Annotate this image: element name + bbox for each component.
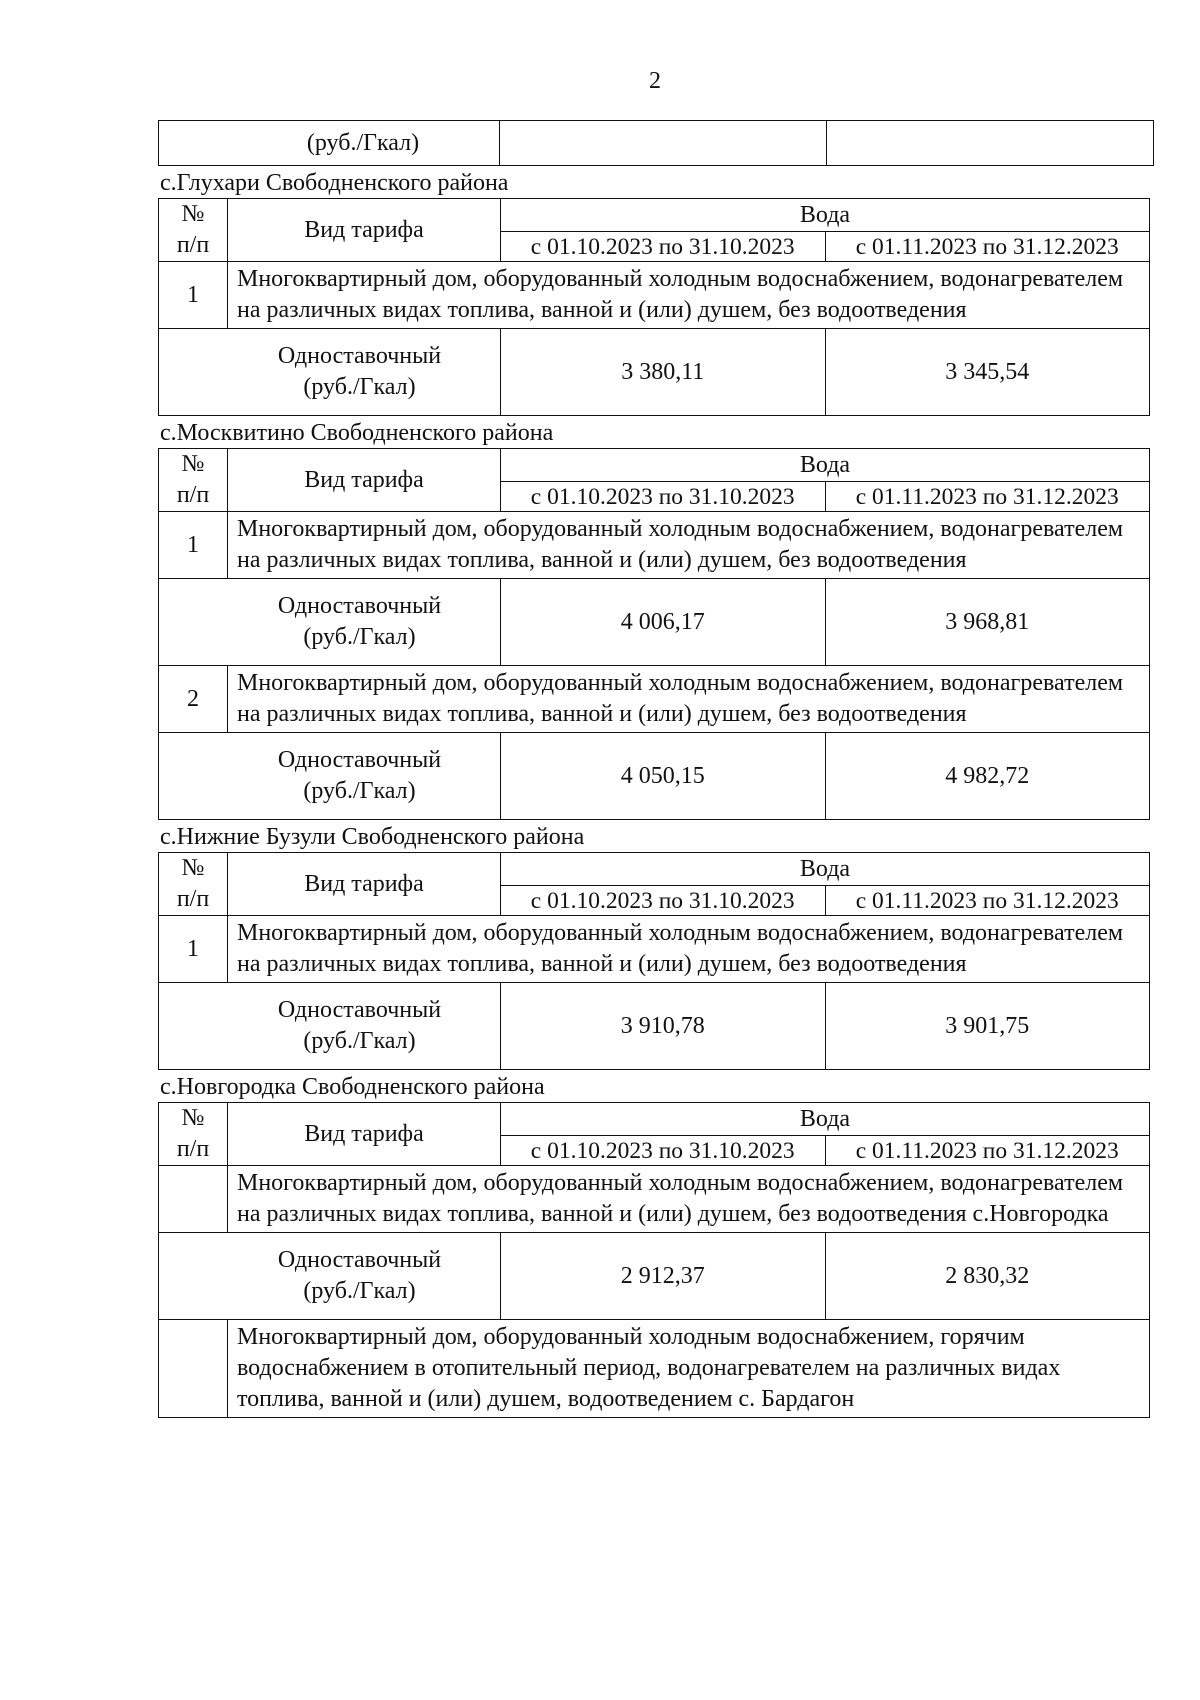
num-label-sub: п/п (176, 1136, 210, 1162)
description-row (159, 262, 1150, 329)
empty-cell (500, 121, 827, 166)
period-2-header: с 01.11.2023 по 31.12.2023 (825, 886, 1150, 916)
item-description: Многоквартирный дом, оборудованный холодным водоснабжением, горячим водоснабжением в отопительный период, водонагревателем на различных видах топлива, ванной и (или) душем, водоотведением с. Бардагон (228, 1320, 1150, 1418)
rate-row (159, 579, 1150, 666)
item-description: Многоквартирный дом, оборудованный холодным водоснабжением, водонагревателем на различных видах топлива, ванной и (или) душем, без водоотведения (228, 512, 1150, 579)
value-period-1: 2 912,37 (501, 1233, 826, 1320)
num-label: № (181, 855, 205, 881)
item-number: 1 (159, 512, 228, 579)
period-1-header: с 01.10.2023 по 31.10.2023 (501, 1136, 826, 1166)
rate-row (159, 329, 1150, 416)
item-description: Многоквартирный дом, оборудованный холодным водоснабжением, водонагревателем на различных видах топлива, ванной и (или) душем, без водоотведения (228, 666, 1150, 733)
rate-type-cell (159, 579, 501, 666)
rate-row (159, 983, 1150, 1070)
rate-unit: (руб./Гкал) (303, 778, 416, 804)
description-row (159, 512, 1150, 579)
tariff-table (158, 448, 1150, 820)
num-header (159, 199, 228, 262)
rate-type-cell (159, 1233, 501, 1320)
period-2-header: с 01.11.2023 по 31.12.2023 (825, 1136, 1150, 1166)
section-title: с.Глухари Свободненского района (160, 170, 509, 196)
value-period-1: 4 050,15 (501, 733, 826, 820)
num-label: № (181, 451, 205, 477)
section-title: с.Новгородка Свободненского района (160, 1074, 545, 1100)
value-period-1: 4 006,17 (501, 579, 826, 666)
item-number (159, 1166, 228, 1233)
value-period-2: 3 345,54 (825, 329, 1150, 416)
period-2-header: с 01.11.2023 по 31.12.2023 (825, 482, 1150, 512)
num-header (159, 853, 228, 916)
period-1-header: с 01.10.2023 по 31.10.2023 (501, 886, 826, 916)
item-number (159, 1320, 228, 1418)
num-label: № (181, 201, 205, 227)
num-label-sub: п/п (176, 886, 210, 912)
value-period-2: 2 830,32 (825, 1233, 1150, 1320)
rate-unit: (руб./Гкал) (303, 1278, 416, 1304)
description-row (159, 666, 1150, 733)
water-header: Вода (501, 199, 1150, 232)
num-label-sub: п/п (176, 232, 210, 258)
rate-label: Одноставочный (277, 593, 442, 619)
rate-label: Одноставочный (277, 997, 442, 1023)
value-period-1: 3 910,78 (501, 983, 826, 1070)
tariff-table (158, 852, 1150, 1070)
rate-type-cell (159, 329, 501, 416)
type-header: Вид тарифа (228, 199, 501, 262)
num-header (159, 449, 228, 512)
header-row (159, 449, 1150, 482)
water-header: Вода (501, 1103, 1150, 1136)
item-number: 2 (159, 666, 228, 733)
tariff-table (158, 198, 1150, 416)
num-label-sub: п/п (176, 482, 210, 508)
rate-row (159, 1233, 1150, 1320)
value-period-2: 4 982,72 (825, 733, 1150, 820)
empty-cell (827, 121, 1154, 166)
value-period-1: 3 380,11 (501, 329, 826, 416)
water-header: Вода (501, 449, 1150, 482)
item-number: 1 (159, 262, 228, 329)
tariff-table (158, 1102, 1150, 1418)
period-1-header: с 01.10.2023 по 31.10.2023 (501, 232, 826, 262)
page-number: 2 (649, 68, 661, 94)
rate-type-cell (159, 733, 501, 820)
num-header (159, 1103, 228, 1166)
rate-label: Одноставочный (277, 1247, 442, 1273)
item-description: Многоквартирный дом, оборудованный холодным водоснабжением, водонагревателем на различных видах топлива, ванной и (или) душем, без водоотведения с.Новгородка (228, 1166, 1150, 1233)
section-title: с.Москвитино Свободненского района (160, 420, 554, 446)
value-period-2: 3 968,81 (825, 579, 1150, 666)
continuation-row (159, 121, 1154, 166)
period-1-header: с 01.10.2023 по 31.10.2023 (501, 482, 826, 512)
empty-cell (159, 121, 228, 166)
rate-unit: (руб./Гкал) (303, 624, 416, 650)
rate-label: Одноставочный (277, 343, 442, 369)
unit-label: (руб./Гкал) (306, 129, 420, 156)
rate-unit: (руб./Гкал) (303, 1028, 416, 1054)
water-header: Вода (501, 853, 1150, 886)
description-row (159, 916, 1150, 983)
type-header: Вид тарифа (228, 853, 501, 916)
rate-label: Одноставочный (277, 747, 442, 773)
item-number: 1 (159, 916, 228, 983)
sections-container (158, 168, 1150, 1418)
unit-cell (227, 121, 500, 166)
continuation-table (158, 120, 1154, 166)
document-body (158, 120, 1150, 1418)
section-title: с.Нижние Бузули Свободненского района (160, 824, 585, 850)
item-description: Многоквартирный дом, оборудованный холодным водоснабжением, водонагревателем на различных видах топлива, ванной и (или) душем, без водоотведения (228, 262, 1150, 329)
header-row (159, 853, 1150, 886)
type-header: Вид тарифа (228, 449, 501, 512)
trailing-description-row (159, 1320, 1150, 1418)
value-period-2: 3 901,75 (825, 983, 1150, 1070)
rate-row (159, 733, 1150, 820)
item-description: Многоквартирный дом, оборудованный холодным водоснабжением, водонагревателем на различных видах топлива, ванной и (или) душем, без водоотведения (228, 916, 1150, 983)
description-row (159, 1166, 1150, 1233)
rate-unit: (руб./Гкал) (303, 374, 416, 400)
type-header: Вид тарифа (228, 1103, 501, 1166)
period-2-header: с 01.11.2023 по 31.12.2023 (825, 232, 1150, 262)
num-label: № (181, 1105, 205, 1131)
header-row (159, 199, 1150, 232)
header-row (159, 1103, 1150, 1136)
rate-type-cell (159, 983, 501, 1070)
